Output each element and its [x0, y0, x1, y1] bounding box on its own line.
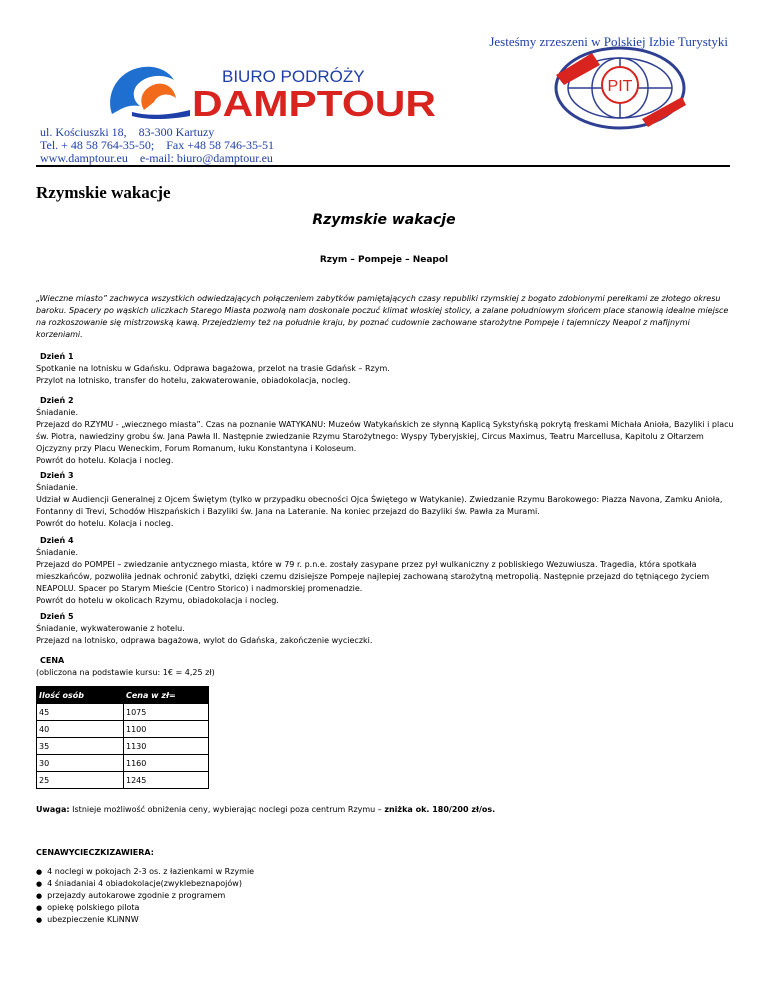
day-heading: Dzień 4 — [40, 536, 74, 545]
price-heading: CENA — [40, 656, 65, 665]
table-cell: 45 — [37, 704, 124, 721]
day-text: Przylot na lotnisko, transfer do hotelu, zakwaterowanie, obiadokolacja, nocleg. — [36, 376, 351, 385]
table-row — [37, 738, 209, 755]
day-text: Śniadanie. — [36, 548, 79, 557]
route-subtitle: Rzym – Pompeje – Neapol — [319, 255, 449, 265]
day-text: Śniadanie. — [36, 483, 79, 492]
note-text: Istnieje możliwość obniżenia ceny, wybierając noclegi poza centrum Rzymu – — [69, 805, 385, 814]
day-text: Powrót do hotelu. Kolacja i nocleg. — [36, 456, 174, 465]
table-cell: 1100 — [124, 721, 209, 738]
list-item: ● ubezpieczenie KLiNNW — [36, 914, 254, 926]
price-section — [36, 655, 736, 679]
table-cell: 35 — [37, 738, 124, 755]
list-item: ● 4 śniadaniai 4 obiadokolacje(zwyklebeznapojów) — [36, 878, 254, 890]
day-text: Przejazd na lotnisko, odprawa bagażowa, wylot do Gdańska, zakończenie wycieczki. — [36, 636, 373, 645]
note-emphasis: zniżka ok. 180/200 zł/os. — [384, 805, 496, 814]
price-rate-note: (obliczona na podstawie kursu: 1€ = 4,25 zł) — [36, 668, 215, 677]
main-title: Rzymskie wakacje — [312, 212, 456, 228]
day-heading: Dzień 2 — [40, 396, 74, 405]
table-cell: 1160 — [124, 755, 209, 772]
intro-paragraph: „Wieczne miasto” zachwyca wszystkich odwiedzających połączeniem zabytków pamiętających czasy republiki rzymskiej z bogato zdobionymi perełkami ze złotego okresu baroku. Spacery po wąskich uliczkach Starego Miasta pozwolą nam doskonale poczuć klimat włoskiej stolicy, a zalane południowym słońcem place stanowią idealne miejsce na rozkoszowanie się mistrzowską kawą. Przejedziemy też na południe kraju, by poznać cudownie zachowane starożytne Pompeje i tajemniczy Neapol z mafijnymi korzeniami. — [36, 294, 729, 339]
discount-note — [36, 805, 495, 814]
pit-seal-logo — [552, 45, 688, 131]
list-item: ● opiekę polskiego pilota — [36, 902, 254, 914]
column-header: Ilość osób — [37, 687, 124, 704]
membership-note: Jesteśmy zrzeszeni w Polskiej Izbie Turystyki — [489, 34, 728, 49]
contact-block — [40, 126, 274, 165]
table-cell: 1130 — [124, 738, 209, 755]
day-1-section — [36, 351, 736, 387]
day-heading: Dzień 5 — [40, 612, 74, 621]
day-text: Powrót do hotelu. Kolacja i nocleg. — [36, 519, 174, 528]
day-text: Udział w Audiencji Generalnej z Ojcem Świętym (tylko w przypadku obecności Ojca Świętego w Watykanie). Zwiedzanie Rzymu Barokowego: Piazza Navona, Zamku Anioła, Fontanny di Trevi, Schodów Hiszpańskich i Bazyliki św. Jana na Lateranie. Na koniec przejazd do Bazyliki św. Pawła za Murami. — [36, 495, 723, 516]
includes-list — [36, 866, 254, 926]
note-label: Uwaga: — [36, 805, 70, 814]
header-divider — [36, 165, 730, 167]
column-header: Cena w zł= — [124, 687, 209, 704]
contact-phone: Tel. + 48 58 764-35-50; Fax +48 58 746-35-51 — [40, 138, 275, 152]
table-row — [37, 772, 209, 789]
day-heading: Dzień 3 — [40, 471, 74, 480]
table-cell: 1075 — [124, 704, 209, 721]
table-cell: 30 — [37, 755, 124, 772]
day-3-section — [36, 470, 736, 530]
table-row — [37, 721, 209, 738]
day-5-section — [36, 611, 736, 647]
list-item: ● 4 noclegi w pokojach 2-3 os. z łazienkami w Rzymie — [36, 866, 254, 878]
day-text: Spotkanie na lotnisku w Gdańsku. Odprawa bagażowa, przelot na trasie Gdańsk – Rzym. — [36, 364, 390, 373]
day-text: Przejazd do POMPEI – zwiedzanie antycznego miasta, które w 79 r. p.n.e. zostały zasypane przez pył wulkaniczny z pobliskiego Wezuwiusza. Tragedia, która spotkała mieszkańców, pozwoliła jednak ochronić zabytki, dzięki czemu dzisiejsze Pompeje najlepiej zachowaną starożytną metropolią. Następnie przejazd do tętniącego życiem NEAPOLU. Spacer po Starym Mieście (Centro Storico) i nadmorskiej promenadzie. — [36, 560, 710, 593]
document-title: Rzymskie wakacje — [36, 183, 171, 202]
table-row — [37, 755, 209, 772]
logo-top-text: BIURO PODRÓŻY — [222, 67, 365, 86]
day-text: Śniadanie. — [36, 408, 79, 417]
table-cell: 40 — [37, 721, 124, 738]
contact-address: ul. Kościuszki 18, 83-300 Kartuzy — [40, 125, 215, 139]
table-header-row — [37, 687, 209, 704]
day-text: Śniadanie, wykwaterowanie z hotelu. — [36, 624, 185, 633]
day-2-section — [36, 395, 736, 467]
logo-brand: DAMPTOUR — [192, 83, 436, 120]
day-4-section — [36, 535, 736, 607]
list-item: ● przejazdy autokarowe zgodnie z programem — [36, 890, 254, 902]
price-table — [36, 686, 209, 789]
contact-web-email[interactable]: www.damptour.eu e-mail: biuro@damptour.eu — [40, 151, 273, 165]
includes-heading: CENAWYCIECZKIZAWIERA: — [36, 848, 154, 857]
seal-center-text: PIT — [607, 78, 633, 95]
day-text: Przejazd do RZYMU - „wiecznego miasta”. Czas na poznanie WATYKANU: Muzeów Watykańskich ze słynną Kaplicą Sykstyńską pokrytą freskami Michała Anioła, Bazyliki i placu św. Piotra, nawiedziny grobu św. Jana Pawła II. Następnie zwiedzanie Rzymu Starożytnego: Wyspy Tyberyjskiej, Circus Maximus, Teatru Marcellusa, Kapitolu z Ołtarzem Ojczyzny przy Placu Weneckim, Forum Romanum, łuku Konstantyna i Koloseum. — [36, 420, 734, 453]
table-cell: 1245 — [124, 772, 209, 789]
day-heading: Dzień 1 — [40, 352, 74, 361]
day-text: Powrót do hotelu w okolicach Rzymu, obiadokolacja i nocleg. — [36, 596, 279, 605]
damptour-logo — [104, 58, 440, 120]
table-cell: 25 — [37, 772, 124, 789]
table-row — [37, 704, 209, 721]
